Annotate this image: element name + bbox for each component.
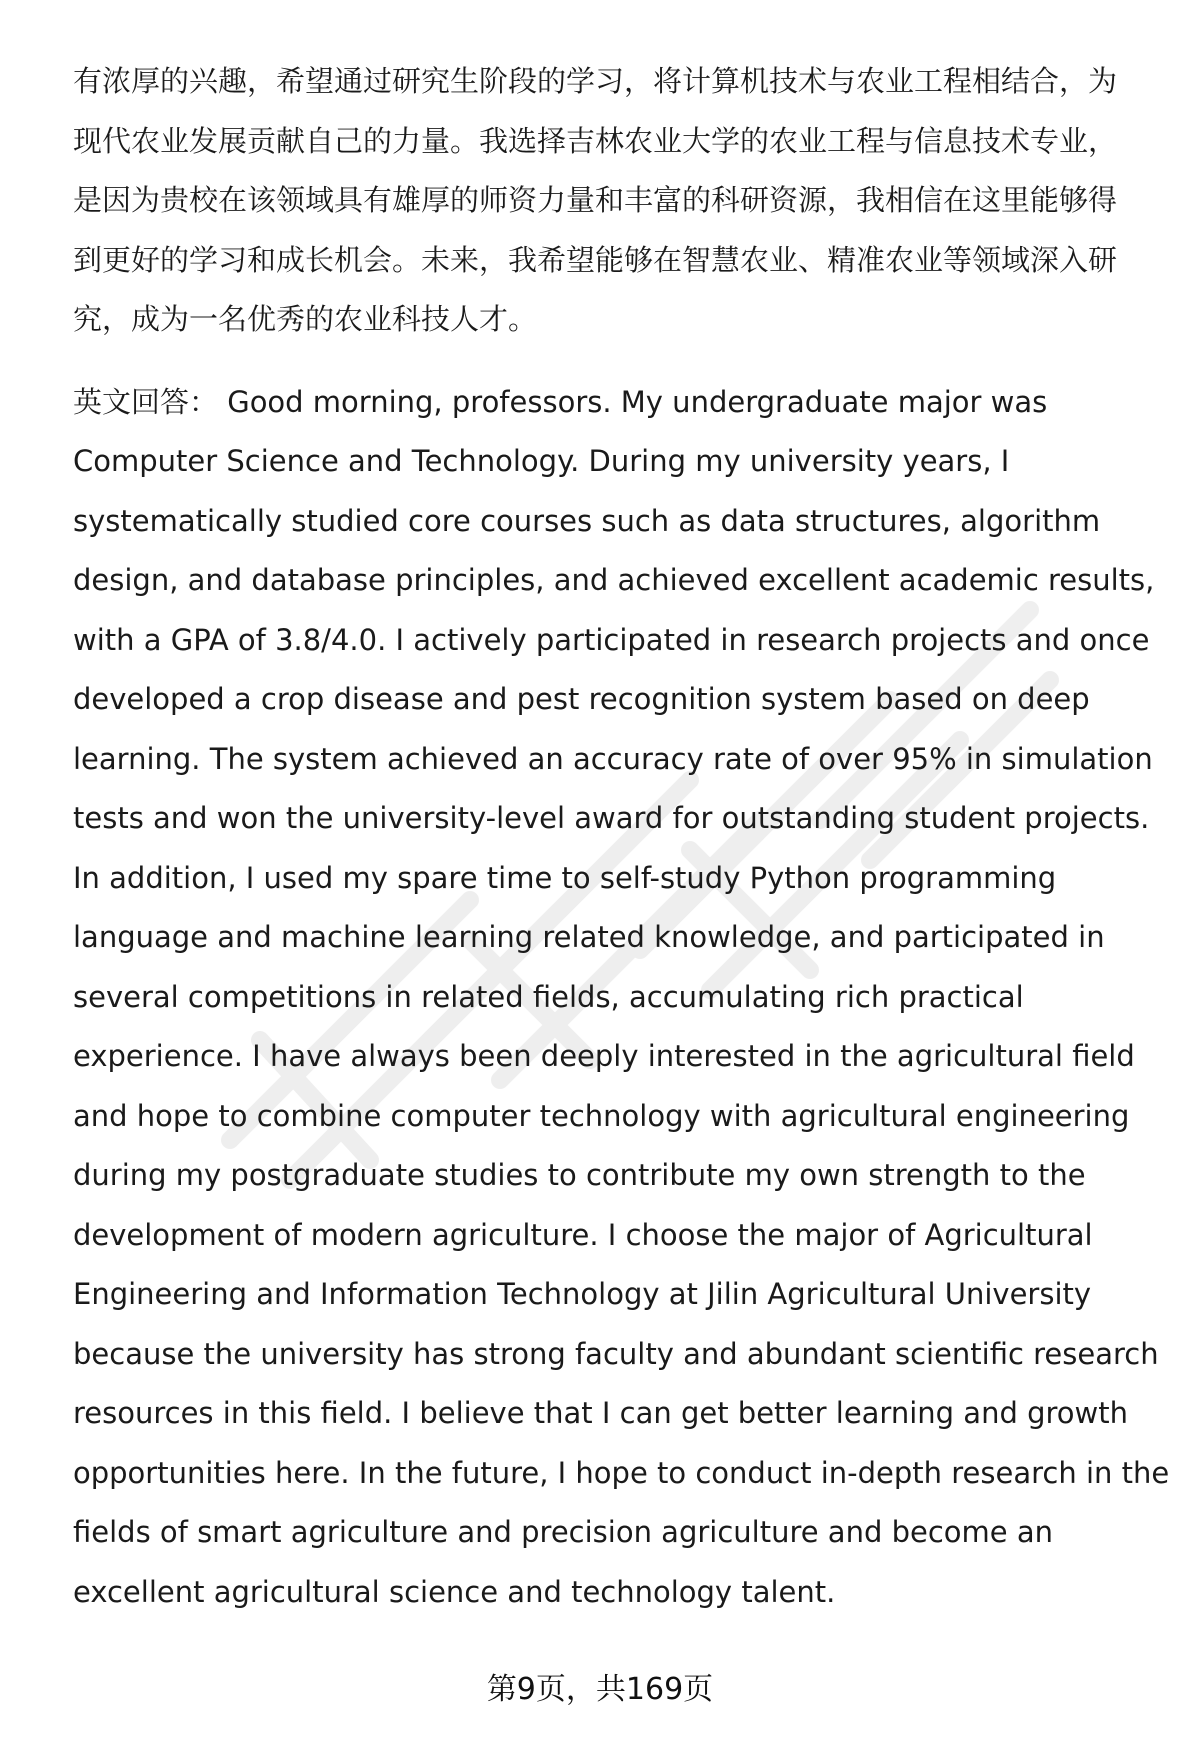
text-line: opportunities here. In the future, I hope to conduct in-depth research in the <box>73 1455 1170 1490</box>
english-answer-paragraph <box>73 373 1170 1623</box>
text-line: resources in this field. I believe that I can get better learning and growth <box>73 1396 1128 1430</box>
text-line: 有浓厚的兴趣，希望通过研究生阶段的学习，将计算机技术与农业工程相结合，为 <box>73 64 1118 98</box>
text-line: 究，成为一名优秀的农业科技人才。 <box>73 302 538 336</box>
paragraph-spacer <box>73 350 1153 373</box>
text-line: 是因为贵校在该领域具有雄厚的师资力量和丰富的科研资源，我相信在这里能够得 <box>73 183 1118 217</box>
text-line: with a GPA of 3.8/4.0. I actively participated in research projects and once <box>73 622 1150 657</box>
text-line: and hope to combine computer technology with agricultural engineering <box>73 1098 1130 1133</box>
answer-body <box>73 52 1170 1622</box>
text-line: design, and database principles, and achieved excellent academic results, <box>73 563 1155 597</box>
text-line: fields of smart agriculture and precision agriculture and become an <box>73 1515 1053 1549</box>
text-line: during my postgraduate studies to contribute my own strength to the <box>73 1158 1086 1192</box>
text-line: Engineering and Information Technology at Jilin Agricultural University <box>73 1277 1092 1311</box>
text-line: excellent agricultural science and technology talent. <box>73 1574 836 1609</box>
text-line: several competitions in related fields, accumulating rich practical <box>73 979 1024 1014</box>
text-line: developed a crop disease and pest recognition system based on deep <box>73 682 1090 716</box>
text-line: 到更好的学习和成长机会。未来，我希望能够在智慧农业、精准农业等领域深入研 <box>73 242 1118 277</box>
text-line: learning. The system achieved an accuracy rate of over 95% in simulation <box>73 741 1153 776</box>
text-line: experience. I have always been deeply interested in the agricultural field <box>73 1039 1135 1073</box>
text-line: 现代农业发展贡献自己的力量。我选择吉林农业大学的农业工程与信息技术专业， <box>73 123 1118 158</box>
page-number-footer: 第9页，共169页 <box>486 1672 714 1707</box>
text-line: systematically studied core courses such as data structures, algorithm <box>73 503 1101 538</box>
text-line: 英文回答： Good morning, professors. My undergraduate major was <box>73 384 1048 419</box>
text-line: Computer Science and Technology. During my university years, I <box>73 444 1010 478</box>
chinese-answer-paragraph <box>73 52 1153 350</box>
text-line: tests and won the university-level award for outstanding student projects. <box>73 801 1150 835</box>
text-line: In addition, I used my spare time to self-study Python programming <box>73 860 1057 895</box>
text-line: development of modern agriculture. I choose the major of Agricultural <box>73 1217 1093 1252</box>
text-line: because the university has strong faculty and abundant scientific research <box>73 1336 1159 1371</box>
text-line: language and machine learning related knowledge, and participated in <box>73 920 1105 954</box>
